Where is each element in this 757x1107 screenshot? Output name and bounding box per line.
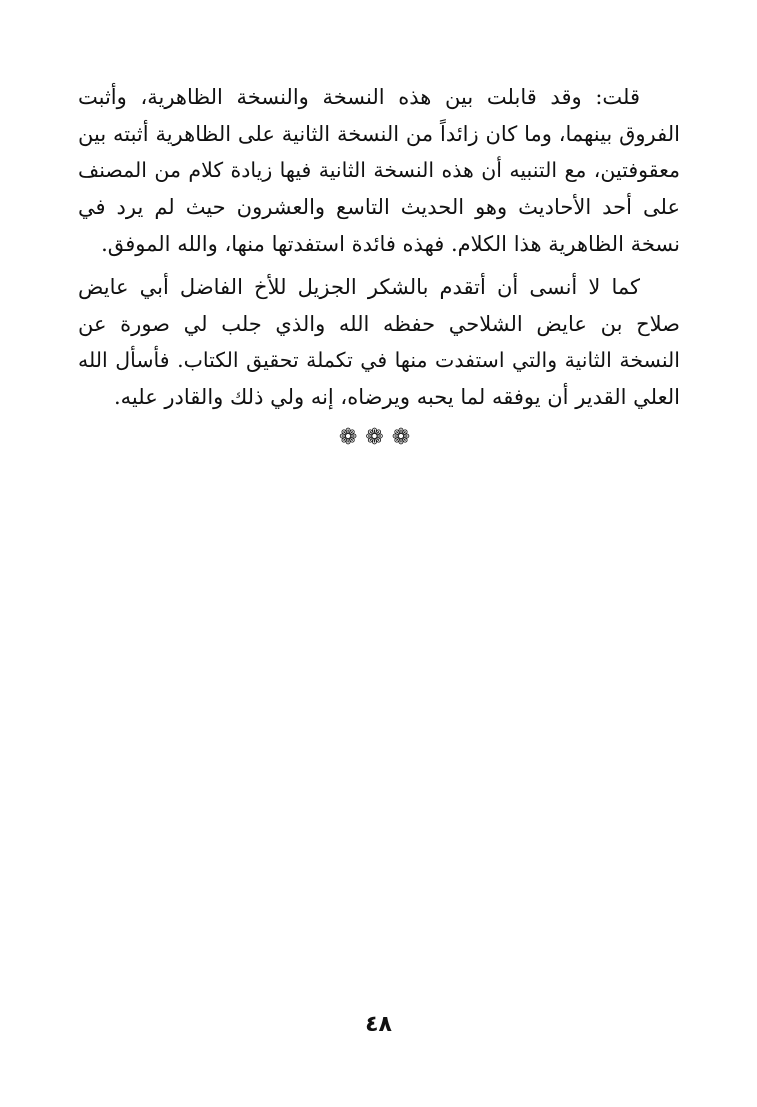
paragraph-2-line-4: العلي القدير أن يوفقه لما يحبه ويرضاه، إنه ولي ذلك والقادر عليه. xyxy=(113,385,680,409)
section-divider-ornament: ❁❁❁ xyxy=(338,425,419,450)
paragraph-2-line-2: صلاح بن عايض الشلاحي حفظه الله والذي جلب لي صورة عن xyxy=(78,312,680,336)
paragraph-2-line-1: كما لا أنسى أن أتقدم بالشكر الجزيل للأخ الفاضل أبي عايض xyxy=(78,275,640,299)
paragraph-1-line-3: معقوفتين، مع التنبيه أن هذه النسخة الثانية فيها زيادة كلام من المصنف xyxy=(78,158,680,182)
paragraph-1-line-5: نسخة الظاهرية هذا الكلام. فهذه فائدة استفدتها منها، والله الموفق. xyxy=(101,232,680,256)
paragraph-1-line-4: على أحد الأحاديث وهو الحديث التاسع والعشرون حيث لم يرد في xyxy=(78,195,680,219)
paragraph-1-line-2: الفروق بينهما، وما كان زائداً من النسخة الثانية على الظاهرية أثبته بين xyxy=(78,122,680,146)
paragraph-2-line-3: النسخة الثانية والتي استفدت منها في تكملة تحقيق الكتاب. فأسأل الله xyxy=(78,348,680,372)
paragraph-1-line-1: قلت: وقد قابلت بين هذه النسخة والنسخة الظاهرية، وأثبت xyxy=(78,85,640,109)
page-number: ٤٨ xyxy=(365,1012,392,1037)
